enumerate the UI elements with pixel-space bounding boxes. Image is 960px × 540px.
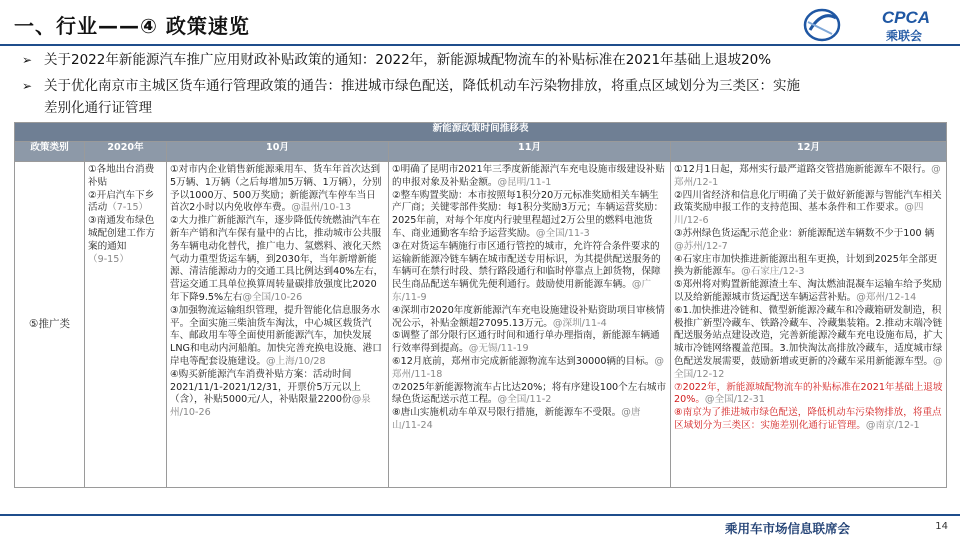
policy-category-cell: ⑤推广类	[15, 162, 85, 488]
policy-entry-source: @石家庄/12-3	[741, 266, 805, 278]
column-header: 12月	[671, 142, 947, 162]
page-number: 14	[935, 521, 948, 532]
policy-entry-text: ②整车购置奖励：本市按照每1积分20万元标准奖励相关车辆生产厂商；关键零部件奖励：每1积分奖励3万元；车辆运营奖励：2025年前，对每个年度内行驶里程超过2万公里的燃料电池货车、商业通勤客车给予运营奖励。	[392, 189, 664, 239]
policy-entry-source: @温州/10-13	[291, 202, 352, 214]
column-header: 10月	[167, 142, 389, 162]
policy-entry	[674, 279, 943, 305]
policy-entry	[88, 215, 163, 266]
policy-entry	[674, 190, 943, 228]
policy-entry	[674, 228, 943, 254]
policy-entry	[392, 305, 667, 331]
policy-entry-source: @全国/11-2	[497, 394, 552, 406]
cell-october	[167, 162, 389, 488]
policy-entry-source: @郑州/12-1	[674, 164, 941, 188]
bullet-arrow-icon: ➢	[22, 53, 33, 67]
policy-entry-source: @无锡/11-19	[468, 343, 529, 355]
cell-2020	[85, 162, 167, 488]
table-caption: 新能源政策时间推移表	[15, 123, 947, 142]
policy-entry-source: （7-15）	[107, 202, 149, 214]
bullet-subsidy-notice	[22, 49, 952, 71]
policy-entry-text: ②开启汽车下乡活动	[88, 189, 155, 214]
policy-entry-text: ①12月1日起，郑州实行最严道路交管措施新能源车不限行。	[674, 164, 932, 175]
policy-entry-source: @四川/12-6	[674, 202, 924, 227]
policy-entry-text: ⑥1.加快推进冷链和、微型新能源冷藏车和冷藏箱研发制造，积极推广新型冷藏车、铁路冷藏车、冷藏集装箱。2.推动末端冷链配送服务站点建设改造，完善新能源冷藏车充电设施布局，扩大城市冷链网络覆盖范围。3.加快淘汰高排放冷藏车，适度城市绿色配送发展需要，鼓励新增或更新的冷藏车采用新能源车型。	[674, 304, 943, 367]
policy-entry-source: （9-15）	[88, 253, 129, 265]
policy-entry-text: ②大力推广新能源汽车，逐步降低传统燃油汽车在新车产销和汽车保有量中的占比，推动城市公共服务车辆电动化替代，推广电力、氢燃料、液化天然气动力重型货运车辆，到2030年，当年新增新能源、清洁能源动力的交通工具比例达到40%左右，营运交通工具单位换算周转量碳排放强度比2020年下降9.5%左右	[170, 215, 384, 303]
policy-entry-text: ⑤调整了部分限行区通行时间和通行单办理指南，新能源车辆通行效率得到提高。	[392, 330, 660, 355]
policy-entry	[392, 356, 667, 382]
footer-org: 乘用车市场信息联席会	[724, 521, 850, 536]
policy-entry-text: ⑦2022年，新能源城配物流车的补贴标准在2021年基础上退坡20%。	[674, 381, 943, 406]
policy-entry-source: @南京/12-1	[865, 419, 920, 431]
policy-entry-source: @泉州/10-26	[170, 394, 371, 419]
policy-timeline-table	[14, 122, 947, 488]
policy-entry	[170, 215, 385, 305]
policy-entry-source: @全国/12-31	[704, 394, 765, 406]
bullet-text: 关于优化南京市主城区货车通行管理政策的通告：推进城市绿色配送，降低机动车污染物排放，将重点区域划分为三类区：实施	[44, 78, 800, 94]
policy-entry	[88, 190, 163, 216]
policy-entry-text: ⑧南京为了推进城市绿色配送，降低机动车污染物排放，将重点区域划分为三类区：实施差别化通行证管理。	[674, 407, 942, 431]
policy-entry-text: ①明确了昆明市2021年三季度新能源汽车充电设施市级建设补贴的申报对象及补贴金额。	[392, 164, 665, 188]
policy-entry-text: ③南通发布绿色城配创建工作方案的通知	[88, 215, 156, 252]
policy-entry-source: @深圳/11-4	[552, 317, 607, 329]
policy-entry	[674, 382, 943, 408]
policy-entry-text: ①各地出台消费补贴	[88, 164, 155, 188]
policy-entry-text: ⑥12月底前，郑州市完成新能源物流车达到30000辆的目标。	[392, 355, 655, 367]
policy-entry	[170, 164, 385, 215]
policy-entry-text: ④深圳市2020年度新能源汽车充电设施建设补贴资助项目审核情况公示，补贴金额超27095.13万元。	[392, 304, 665, 329]
policy-entry-text: ④石家庄市加快推进新能源出租车更换，计划到2025年全部更换为新能源车。	[674, 253, 938, 278]
cell-december	[671, 162, 947, 488]
policy-entry-text: ⑤郑州将对购置新能源渣土车、淘汰燃油混凝车运输车给予奖励以及给新能源城市货运配送车辆运营补贴。	[674, 279, 942, 303]
cell-november	[389, 162, 671, 488]
policy-entry-source: @全国/10-26	[242, 291, 303, 303]
header-divider	[0, 44, 960, 46]
policy-entry-source: @唐山/11-24	[392, 407, 641, 431]
logo-text: CPCA	[881, 8, 930, 27]
policy-entry-text: ④购买新能源汽车消费补贴方案：活动时间2021/11/1-2021/12/31，开票价5万元以上（含），补贴5000元/人，补贴限量2200份	[170, 368, 361, 406]
policy-entry	[674, 164, 943, 190]
column-header: 2020年	[85, 142, 167, 162]
policy-entry	[674, 305, 943, 382]
policy-entry-text: ③苏州绿色货运配示范企业：新能源配送车辆数不少于100 辆	[674, 227, 935, 239]
policy-entry-source: @昆明/11-1	[497, 176, 552, 188]
policy-entry-text: ①对市内企业销售新能源乘用车、货车年首次达到5万辆、1万辆（之后每增加5万辆、1万辆），分别予以1000万、500万奖励；新能源汽车停车当日首次2小时以内免收停车费。	[170, 164, 382, 214]
policy-entry-source: @郑州/12-14	[856, 291, 917, 303]
policy-entry	[392, 382, 667, 408]
policy-entry-text: ③加强物流运输组织管理，提升智能化信息服务水平。全面实施三柴油货车淘汰，中心城区载货汽车、邮政用车等全面使用新能源汽车，加快发展LNG和电动内河船舶。加快完善充换电设施、港口岸电等配套设施建设。	[170, 304, 382, 367]
page-title: 一、行业——④ 政策速览	[14, 14, 250, 38]
policy-entry-source: @全国/11-3	[535, 227, 590, 239]
table-row	[15, 162, 947, 488]
policy-entry-source: @广东/11-9	[392, 279, 652, 303]
policy-entry	[392, 241, 667, 305]
logo-subtext: 乘联会	[885, 29, 922, 43]
column-header: 政策类别	[15, 142, 85, 162]
policy-entry-text: ②四川省经济和信息化厅明确了关于做好新能源与智能汽车相关政策奖励申报工作的支持范围、基本条件和工作要求。	[674, 189, 942, 214]
bullet-arrow-icon: ➢	[22, 79, 33, 93]
policy-entry-source: @苏州/12-7	[674, 240, 728, 252]
policy-entry	[170, 305, 385, 369]
policy-entry-text: ⑦2025年新能源物流车占比达20%；将有序建设100个左右城市绿色货运配送示范工程。	[392, 381, 667, 406]
policy-entry	[674, 407, 943, 433]
policy-entry	[392, 330, 667, 356]
policy-entry-source: @上海/10/28	[265, 355, 326, 367]
policy-entry	[88, 164, 163, 190]
footer-divider	[0, 514, 960, 516]
policy-entry	[392, 407, 667, 433]
policy-entry-source: @全国/12-12	[674, 355, 943, 380]
policy-entry	[392, 190, 667, 241]
policy-entry-text: ③在对货运车辆施行市区通行管控的城市，允许符合条件要求的运输新能源冷链车辆在城市配送专用标识，为其提供配送服务的车辆可在禁行时段、禁行路段通行和临时停靠点上卸货物，保障民生商品配送车辆优先便利通行。鼓励使用新能源车辆。	[392, 240, 661, 291]
column-header: 11月	[389, 142, 671, 162]
policy-entry	[170, 369, 385, 420]
table-header-row	[15, 142, 947, 162]
policy-entry-text: ⑧唐山实施机动车单双号限行措施，新能源车不受限。	[392, 407, 622, 419]
bullet-text: 关于2022年新能源汽车推广应用财政补贴政策的通知：2022年，新能源城配物流车的补贴标准在2021年基础上退坡20%	[44, 52, 772, 68]
policy-entry	[674, 254, 943, 280]
policy-entry-source: @郑州/11-18	[392, 355, 664, 380]
policy-entry	[392, 164, 667, 190]
bullet-nanjing-notice	[22, 75, 952, 119]
bullet-text-continued: 差别化通行证管理	[44, 100, 152, 116]
